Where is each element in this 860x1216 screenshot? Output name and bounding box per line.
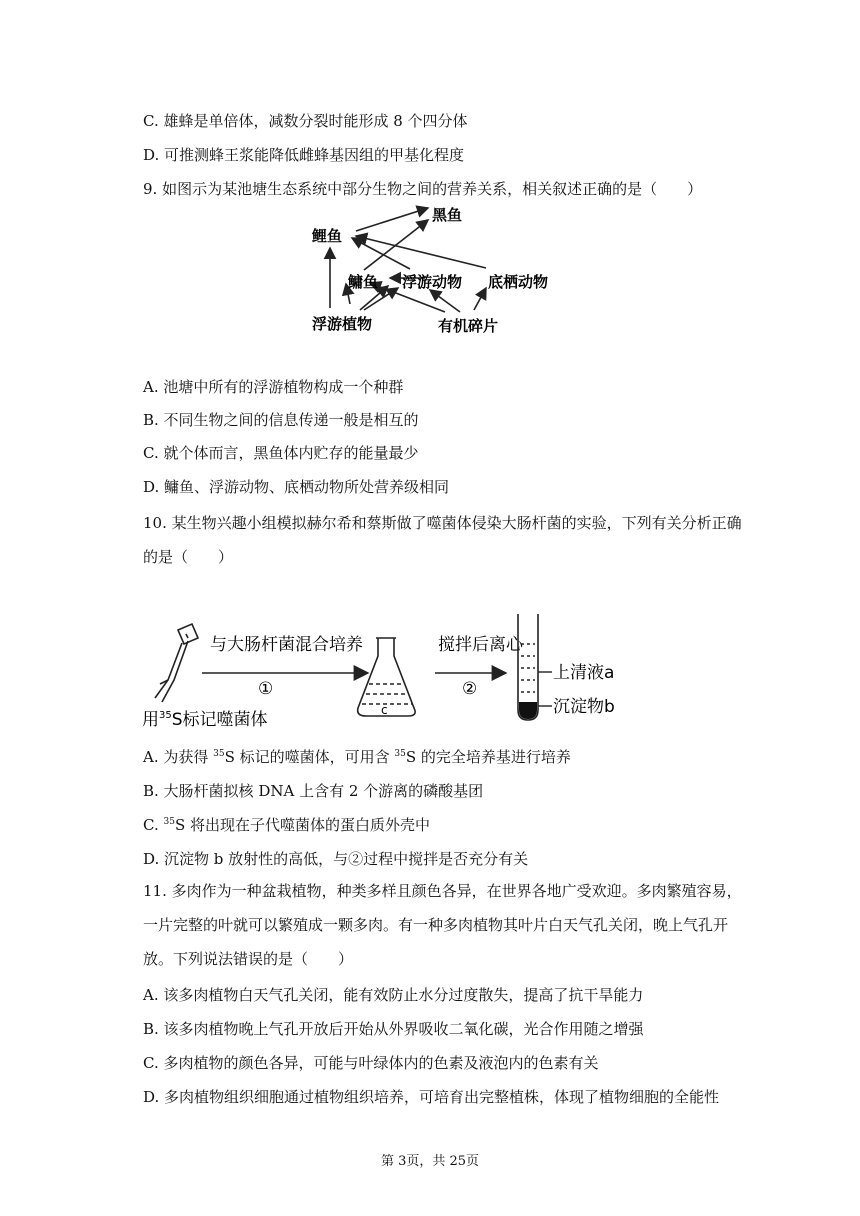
phage-experiment-diagram	[140, 610, 630, 735]
option-d-q11: D. 多肉植物组织细胞通过植物组织培养，可培育出完整植株，体现了植物细胞的全能性	[143, 1088, 720, 1106]
option-d-q9: D. 鳙鱼、浮游动物、底栖动物所处营养级相同	[143, 478, 450, 496]
question-11: 11. 多肉作为一种盆栽植物，种类多样且颜色各异，在世界各地广受欢迎。多肉繁殖容易，一片完整的叶就可以繁殖成一颗多肉。有一种多肉植物其叶片白天气孔关闭，晚上气孔开放。下列说法错误的是（ ）	[143, 882, 742, 968]
node-liyu: 鲤鱼	[312, 227, 343, 245]
step1-label: 与大肠杆菌混合培养	[210, 635, 363, 655]
question-10: 10. 某生物兴趣小组模拟赫尔希和蔡斯做了噬菌体侵染大肠杆菌的实验，下列有关分析正确的是（ ）	[143, 514, 742, 566]
option-b-q9: B. 不同生物之间的信息传递一般是相互的	[143, 411, 419, 429]
step1-number: ①	[258, 679, 274, 699]
node-heiyu: 黑鱼	[432, 206, 463, 224]
option-a-q11: A. 该多肉植物白天气孔关闭，能有效防止水分过度散失，提高了抗干旱能力	[143, 986, 644, 1004]
step2-number: ②	[462, 679, 478, 699]
node-youji-suipian: 有机碎片	[438, 317, 499, 335]
option-d-q10: D. 沉淀物 b 放射性的高低，与②过程中搅拌是否充分有关	[143, 850, 529, 868]
option-c-q8: C. 雄蜂是单倍体，减数分裂时能形成 8 个四分体	[143, 112, 468, 130]
node-fuyou-zhiwu: 浮游植物	[312, 315, 373, 333]
flask-letter: c	[381, 703, 388, 717]
option-c-q9: C. 就个体而言，黑鱼体内贮存的能量最少	[143, 444, 419, 462]
step2-label: 搅拌后离心	[438, 635, 523, 655]
question-9: 9. 如图示为某池塘生态系统中部分生物之间的营养关系，相关叙述正确的是（ ）	[143, 180, 703, 198]
option-c-q11: C. 多肉植物的颜色各异，可能与叶绿体内的色素及液泡内的色素有关	[143, 1054, 599, 1072]
food-web-diagram	[300, 198, 560, 338]
option-b-q10: B. 大肠杆菌拟核 DNA 上含有 2 个游离的磷酸基团	[143, 782, 484, 800]
node-yongyu: 鳙鱼	[348, 273, 379, 291]
option-c-q10: C. $^{35}$S 将出现在子代噬菌体的蛋白质外壳中	[143, 816, 430, 834]
supernatant-label: 上清液a	[553, 663, 615, 683]
node-fuyou-dongwu: 浮游动物	[402, 273, 463, 291]
sediment-label: 沉淀物b	[553, 697, 615, 717]
phage-label: 用$^{35}$S标记噬菌体	[142, 710, 268, 730]
node-diqi-dongwu: 底栖动物	[488, 273, 549, 291]
phage-icon	[155, 624, 198, 702]
option-b-q11: B. 该多肉植物晚上气孔开放后开始从外界吸收二氧化碳，光合作用随之增强	[143, 1020, 644, 1038]
page-footer: 第 3页，共 25页	[380, 1154, 480, 1169]
option-d-q8: D. 可推测蜂王浆能降低雌蜂基因组的甲基化程度	[143, 146, 465, 164]
option-a-q10: A. 为获得 $^{35}$S 标记的噬菌体，可用含 $^{35}$S 的完全培养基进行培养	[143, 748, 571, 766]
option-a-q9: A. 池塘中所有的浮游植物构成一个种群	[143, 378, 404, 396]
